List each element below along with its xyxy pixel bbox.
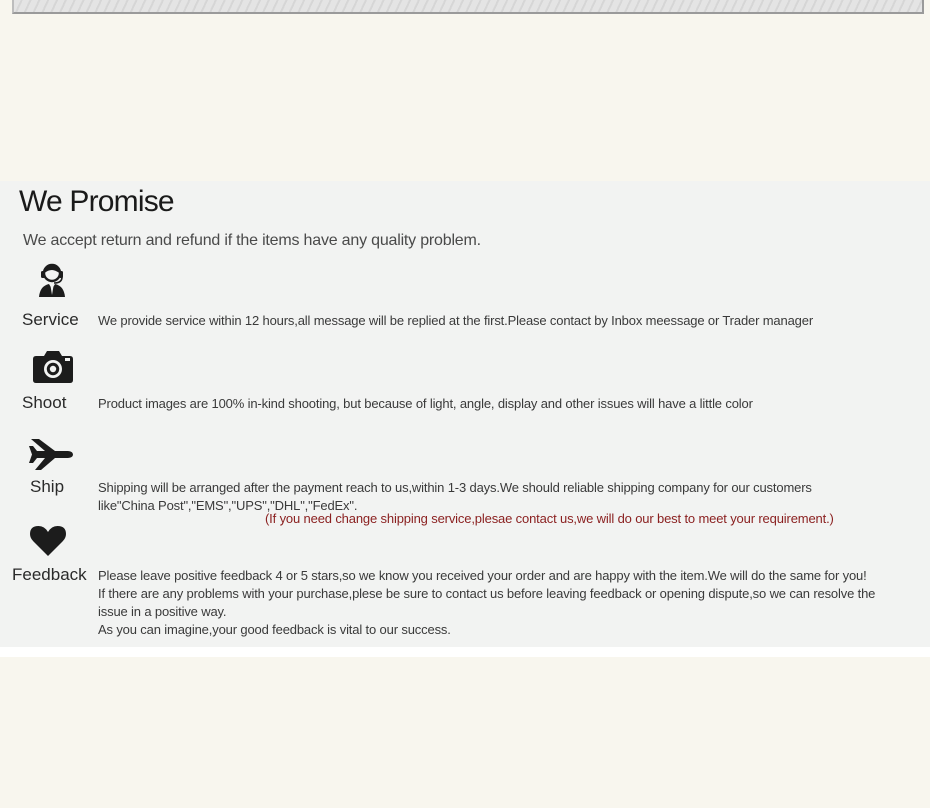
ship-label: Ship [30, 477, 65, 496]
service-text: We provide service within 12 hours,all message will be replied at the first.Please contact by Inbox meessage or Trader manager [98, 313, 814, 328]
camera-icon [31, 350, 75, 384]
panel-bottom-edge [0, 647, 930, 657]
feedback-text-line3: issue in a positive way. [98, 604, 227, 619]
shoot-label: Shoot [22, 393, 67, 412]
ship-text-line2: like"China Post","EMS","UPS","DHL","FedEx". [98, 498, 358, 513]
airplane-icon [28, 437, 74, 473]
page-subtitle: We accept return and refund if the items have any quality problem. [23, 232, 481, 249]
ship-note: (If you need change shipping service,plesae contact us,we will do our best to meet your requirement.) [265, 511, 834, 526]
shoot-text: Product images are 100% in-kind shooting, but because of light, angle, display and other issues will have a little color [98, 396, 753, 411]
feedback-text-line4: As you can imagine,your good feedback is vital to our success. [98, 622, 451, 637]
ship-text-line1: Shipping will be arranged after the payment reach to us,within 1-3 days.We should reliable shipping company for our customers [98, 480, 812, 495]
feedback-text-line2: If there are any problems with your purchase,plese be sure to contact us before leaving feedback or opening dispute,so we can resolve the [98, 586, 876, 601]
heart-icon [30, 525, 66, 557]
feedback-label: Feedback [12, 565, 87, 584]
top-image-strip [12, 0, 924, 14]
customer-service-icon [36, 262, 68, 298]
service-label: Service [22, 310, 79, 329]
page-title: We Promise [19, 185, 174, 218]
feedback-text-line1: Please leave positive feedback 4 or 5 stars,so we know you received your order and are happy with the item.We will do the same for you! [98, 568, 867, 583]
